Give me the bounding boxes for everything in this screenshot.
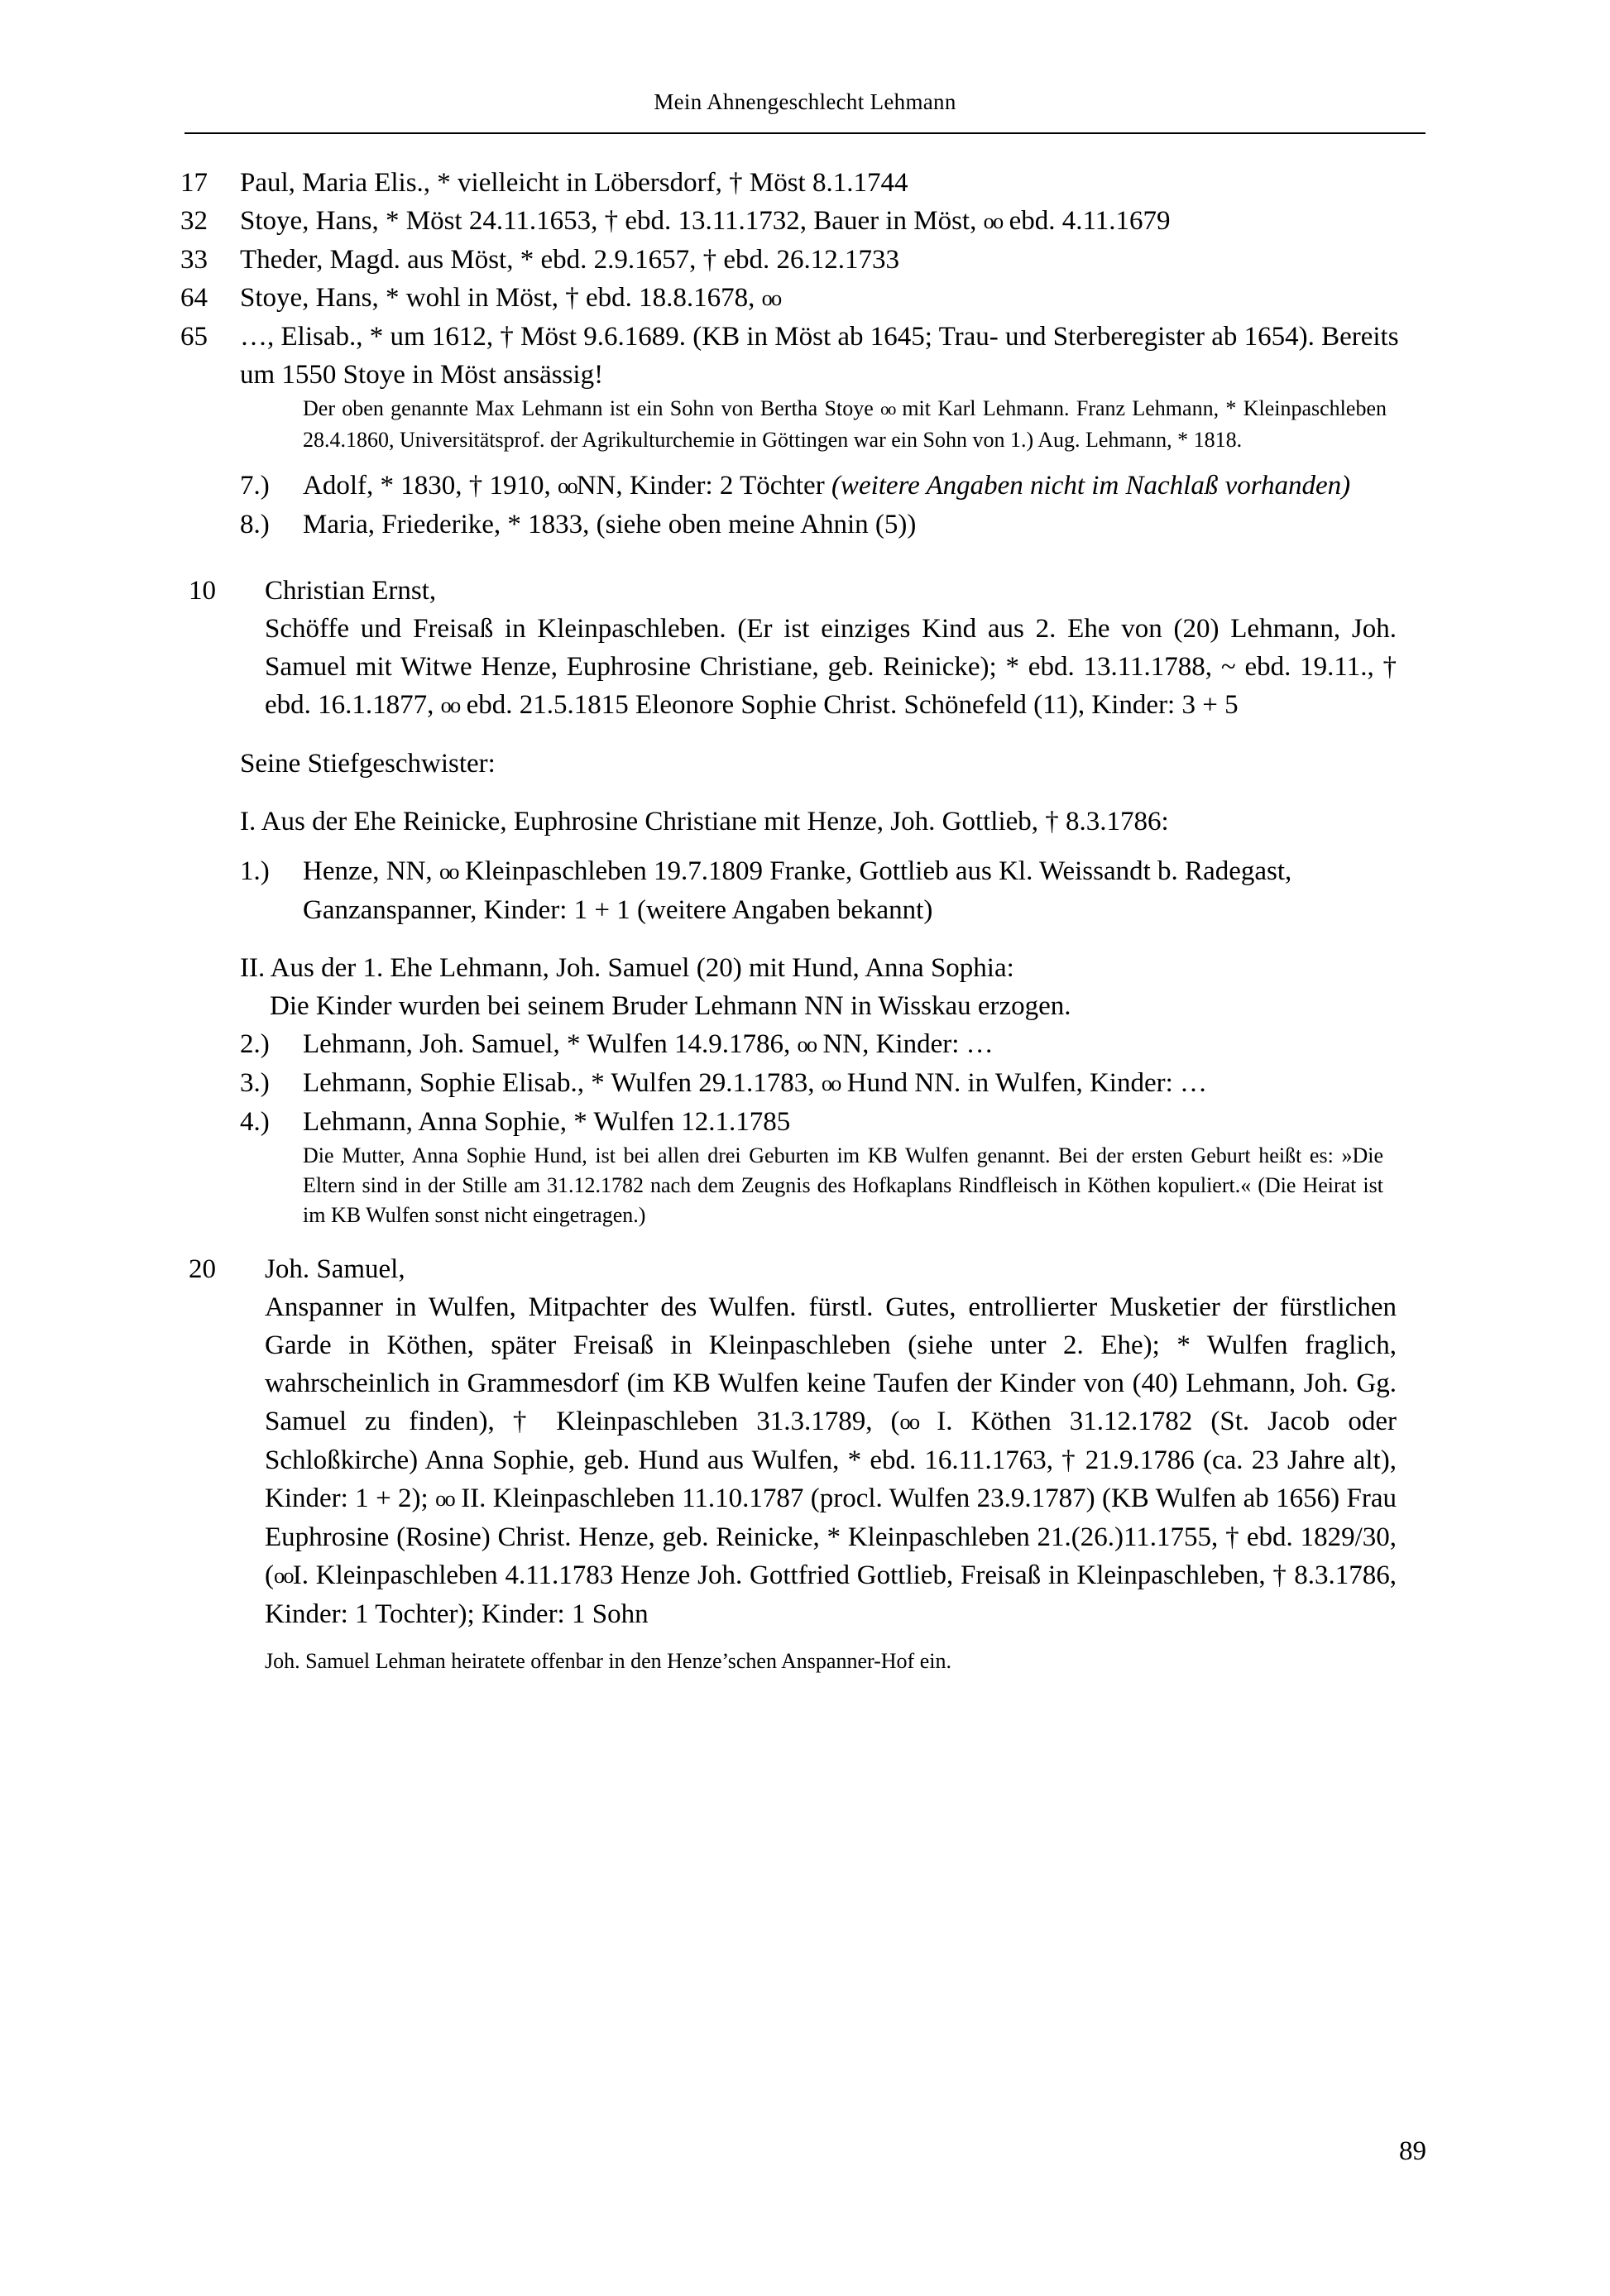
ancestor-number: 17 <box>180 168 208 198</box>
marriage-symbol-icon: oo <box>274 1562 293 1588</box>
group-I-heading: I. Aus der Ehe Reinicke, Euphrosine Christiane mit Henze, Joh. Gottlieb, † 8.3.1786: <box>240 807 1169 836</box>
child-number: 1.) <box>240 856 270 886</box>
ancestor-entry <box>180 318 1440 394</box>
section-10 <box>189 572 1397 725</box>
child-text: Lehmann, Joh. Samuel, * Wulfen 14.9.1786, oo NN, Kinder: … <box>303 1029 994 1059</box>
section-paragraph: Anspanner in Wulfen, Mitpachter des Wulfen. fürstl. Gutes, entrollierter Musketier der fürstlichen Garde in Köthen, später Freisaß in Kleinpaschleben (siehe unter 2. Ehe); * Wulfen fraglich, wahrscheinlich in Grammesdorf (im KB Wulfen keine Taufen der Kinder von (40) Lehmann, Joh. Gg. Samuel zu finden), † Kleinpaschleben 31.3.1789, (oo I. Köthen 31.12.1782 (St. Jacob oder Schloßkirche) Anna Sophie, geb. Hund aus Wulfen, * ebd. 16.11.1763, † 21.9.1786 (ca. 23 Jahre alt), Kinder: 1 + 2); oo II. Kleinpaschleben 11.10.1787 (procl. Wulfen 23.9.1787) (KB Wulfen ab 1656) Frau Euphrosine (Rosine) Christ. Henze, geb. Reinicke, * Kleinpaschleben 21.(26.)11.1755, † ebd. 1829/30, (ooI. Kleinpaschleben 4.11.1783 Henze Joh. Gottfried Gottlieb, Freisaß in Kleinpaschleben, † 8.3.1786, Kinder: 1 Tochter); Kinder: 1 Sohn <box>265 1292 1397 1629</box>
group-II-subnote: Die Kinder wurden bei seinem Bruder Lehmann NN in Wisskau erzogen. <box>270 991 1071 1021</box>
group-II-heading-text: II. Aus der 1. Ehe Lehmann, Joh. Samuel (20) mit Hund, Anna Sophia: <box>240 953 1014 983</box>
section-paragraph: Schöffe und Freisaß in Kleinpaschleben. (Er ist einziges Kind aus 2. Ehe von (20) Lehmann, Joh. Samuel mit Witwe Henze, Euphrosine Christiane, geb. Reinicke); * ebd. 13.11.1788, ~ ebd. 19.11., † ebd. 16.1.1877, oo ebd. 21.5.1815 Eleonore Sophie Christ. Schönefeld (11), Kinder: 3 + 5 <box>265 610 1397 725</box>
stepsiblings-label: Seine Stiefgeschwister: <box>240 749 496 779</box>
ancestor-text: Theder, Magd. aus Möst, * ebd. 2.9.1657, † ebd. 26.12.1733 <box>240 245 899 275</box>
marriage-symbol-icon: oo <box>761 285 781 310</box>
child-number: 3.) <box>240 1068 270 1098</box>
ancestor-entry <box>180 202 1440 241</box>
marriage-symbol-icon: oo <box>440 692 460 717</box>
child-entry <box>240 467 1445 506</box>
ancestor-number: 64 <box>180 283 208 313</box>
marriage-symbol-icon: oo <box>435 1485 454 1511</box>
child-number: 7.) <box>240 471 270 501</box>
child-text: Lehmann, Sophie Elisab., * Wulfen 29.1.1783, oo Hund NN. in Wulfen, Kinder: … <box>303 1068 1207 1098</box>
group-I-item <box>240 852 1445 929</box>
ancestor-number: 65 <box>180 322 208 352</box>
child-text: Maria, Friederike, * 1833, (siehe oben meine Ahnin (5)) <box>303 510 917 539</box>
section-number: 10 <box>189 576 216 606</box>
child-number: 8.) <box>240 510 270 539</box>
group-II-item <box>240 1025 1445 1064</box>
marriage-symbol-icon: oo <box>983 208 1003 233</box>
ancestor-entry <box>180 279 1440 318</box>
child-text: Lehmann, Anna Sophie, * Wulfen 12.1.1785 <box>303 1107 791 1137</box>
section-number: 20 <box>189 1254 216 1284</box>
section-body <box>265 572 1397 725</box>
ancestor-entry <box>180 164 1440 202</box>
group-II-heading <box>240 949 1382 1025</box>
ancestor-text: Paul, Maria Elis., * vielleicht in Löbersdorf, † Möst 8.1.1744 <box>240 168 908 198</box>
annotation-note: Die Mutter, Anna Sophie Hund, ist bei allen drei Geburten im KB Wulfen genannt. Bei der ersten Geburt heißt es: »Die Eltern sind in der Stille am 31.12.1782 nach dem Zeugnis des Hofkaplans Rindfleisch in Köthen kopuliert.« (Die Heirat ist im KB Wulfen sonst nicht eingetragen.) <box>303 1143 1383 1227</box>
child-entry <box>240 506 1445 544</box>
child-text: Adolf, * 1830, † 1910, ooNN, Kinder: 2 Töchter <box>303 471 831 501</box>
header-rule <box>184 132 1426 134</box>
child-number: 4.) <box>240 1107 270 1137</box>
annotation-note: Der oben genannte Max Lehmann ist ein Sohn von Bertha Stoye oo mit Karl Lehmann. Franz Lehmann, * Kleinpaschleben 28.4.1860, Universitätsprof. der Agrikulturchemie in Göttingen war ein Sohn von 1.) Aug. Lehmann, * 1818. <box>303 396 1387 452</box>
section-title: Christian Ernst, <box>265 576 437 606</box>
child-text-italic: (weitere Angaben nicht im Nachlaß vorhanden) <box>831 471 1351 501</box>
annotation-note: Joh. Samuel Lehman heiratete offenbar in den Henze’schen Anspanner-Hof ein. <box>265 1649 951 1673</box>
ancestor-number: 33 <box>180 245 208 275</box>
marriage-symbol-icon: oo <box>899 1408 919 1434</box>
ancestor-text: Stoye, Hans, * wohl in Möst, † ebd. 18.8.1678, oo <box>240 283 780 313</box>
ancestor-text: …, Elisab., * um 1612, † Möst 9.6.1689. (KB in Möst ab 1645; Trau- und Sterberegister ab 1654). Bereits um 1550 Stoye in Möst ansässig! <box>240 322 1399 390</box>
child-number: 2.) <box>240 1029 270 1059</box>
marriage-symbol-icon: oo <box>880 400 895 419</box>
marriage-symbol-icon: oo <box>797 1031 817 1057</box>
ancestor-number: 32 <box>180 206 208 236</box>
page-body <box>0 164 1610 1676</box>
group-II-item <box>240 1064 1445 1103</box>
marriage-symbol-icon: oo <box>558 472 577 498</box>
group-II-item <box>240 1103 1445 1141</box>
ancestor-text: Stoye, Hans, * Möst 24.11.1653, † ebd. 13.11.1732, Bauer in Möst, oo ebd. 4.11.1679 <box>240 206 1171 236</box>
section-body <box>265 1250 1397 1676</box>
page-number: 89 <box>1399 2136 1426 2166</box>
section-title: Joh. Samuel, <box>265 1254 405 1284</box>
marriage-symbol-icon: oo <box>821 1070 841 1095</box>
marriage-symbol-icon: oo <box>438 858 458 884</box>
running-head: Mein Ahnengeschlecht Lehmann <box>654 89 956 114</box>
child-text: Henze, NN, oo Kleinpaschleben 19.7.1809 Franke, Gottlieb aus Kl. Weissandt b. Radegast, Ganzanspanner, Kinder: 1 + 1 (weitere Angaben bekannt) <box>303 856 1291 925</box>
section-20 <box>189 1250 1397 1676</box>
ancestor-entry <box>180 241 1440 279</box>
